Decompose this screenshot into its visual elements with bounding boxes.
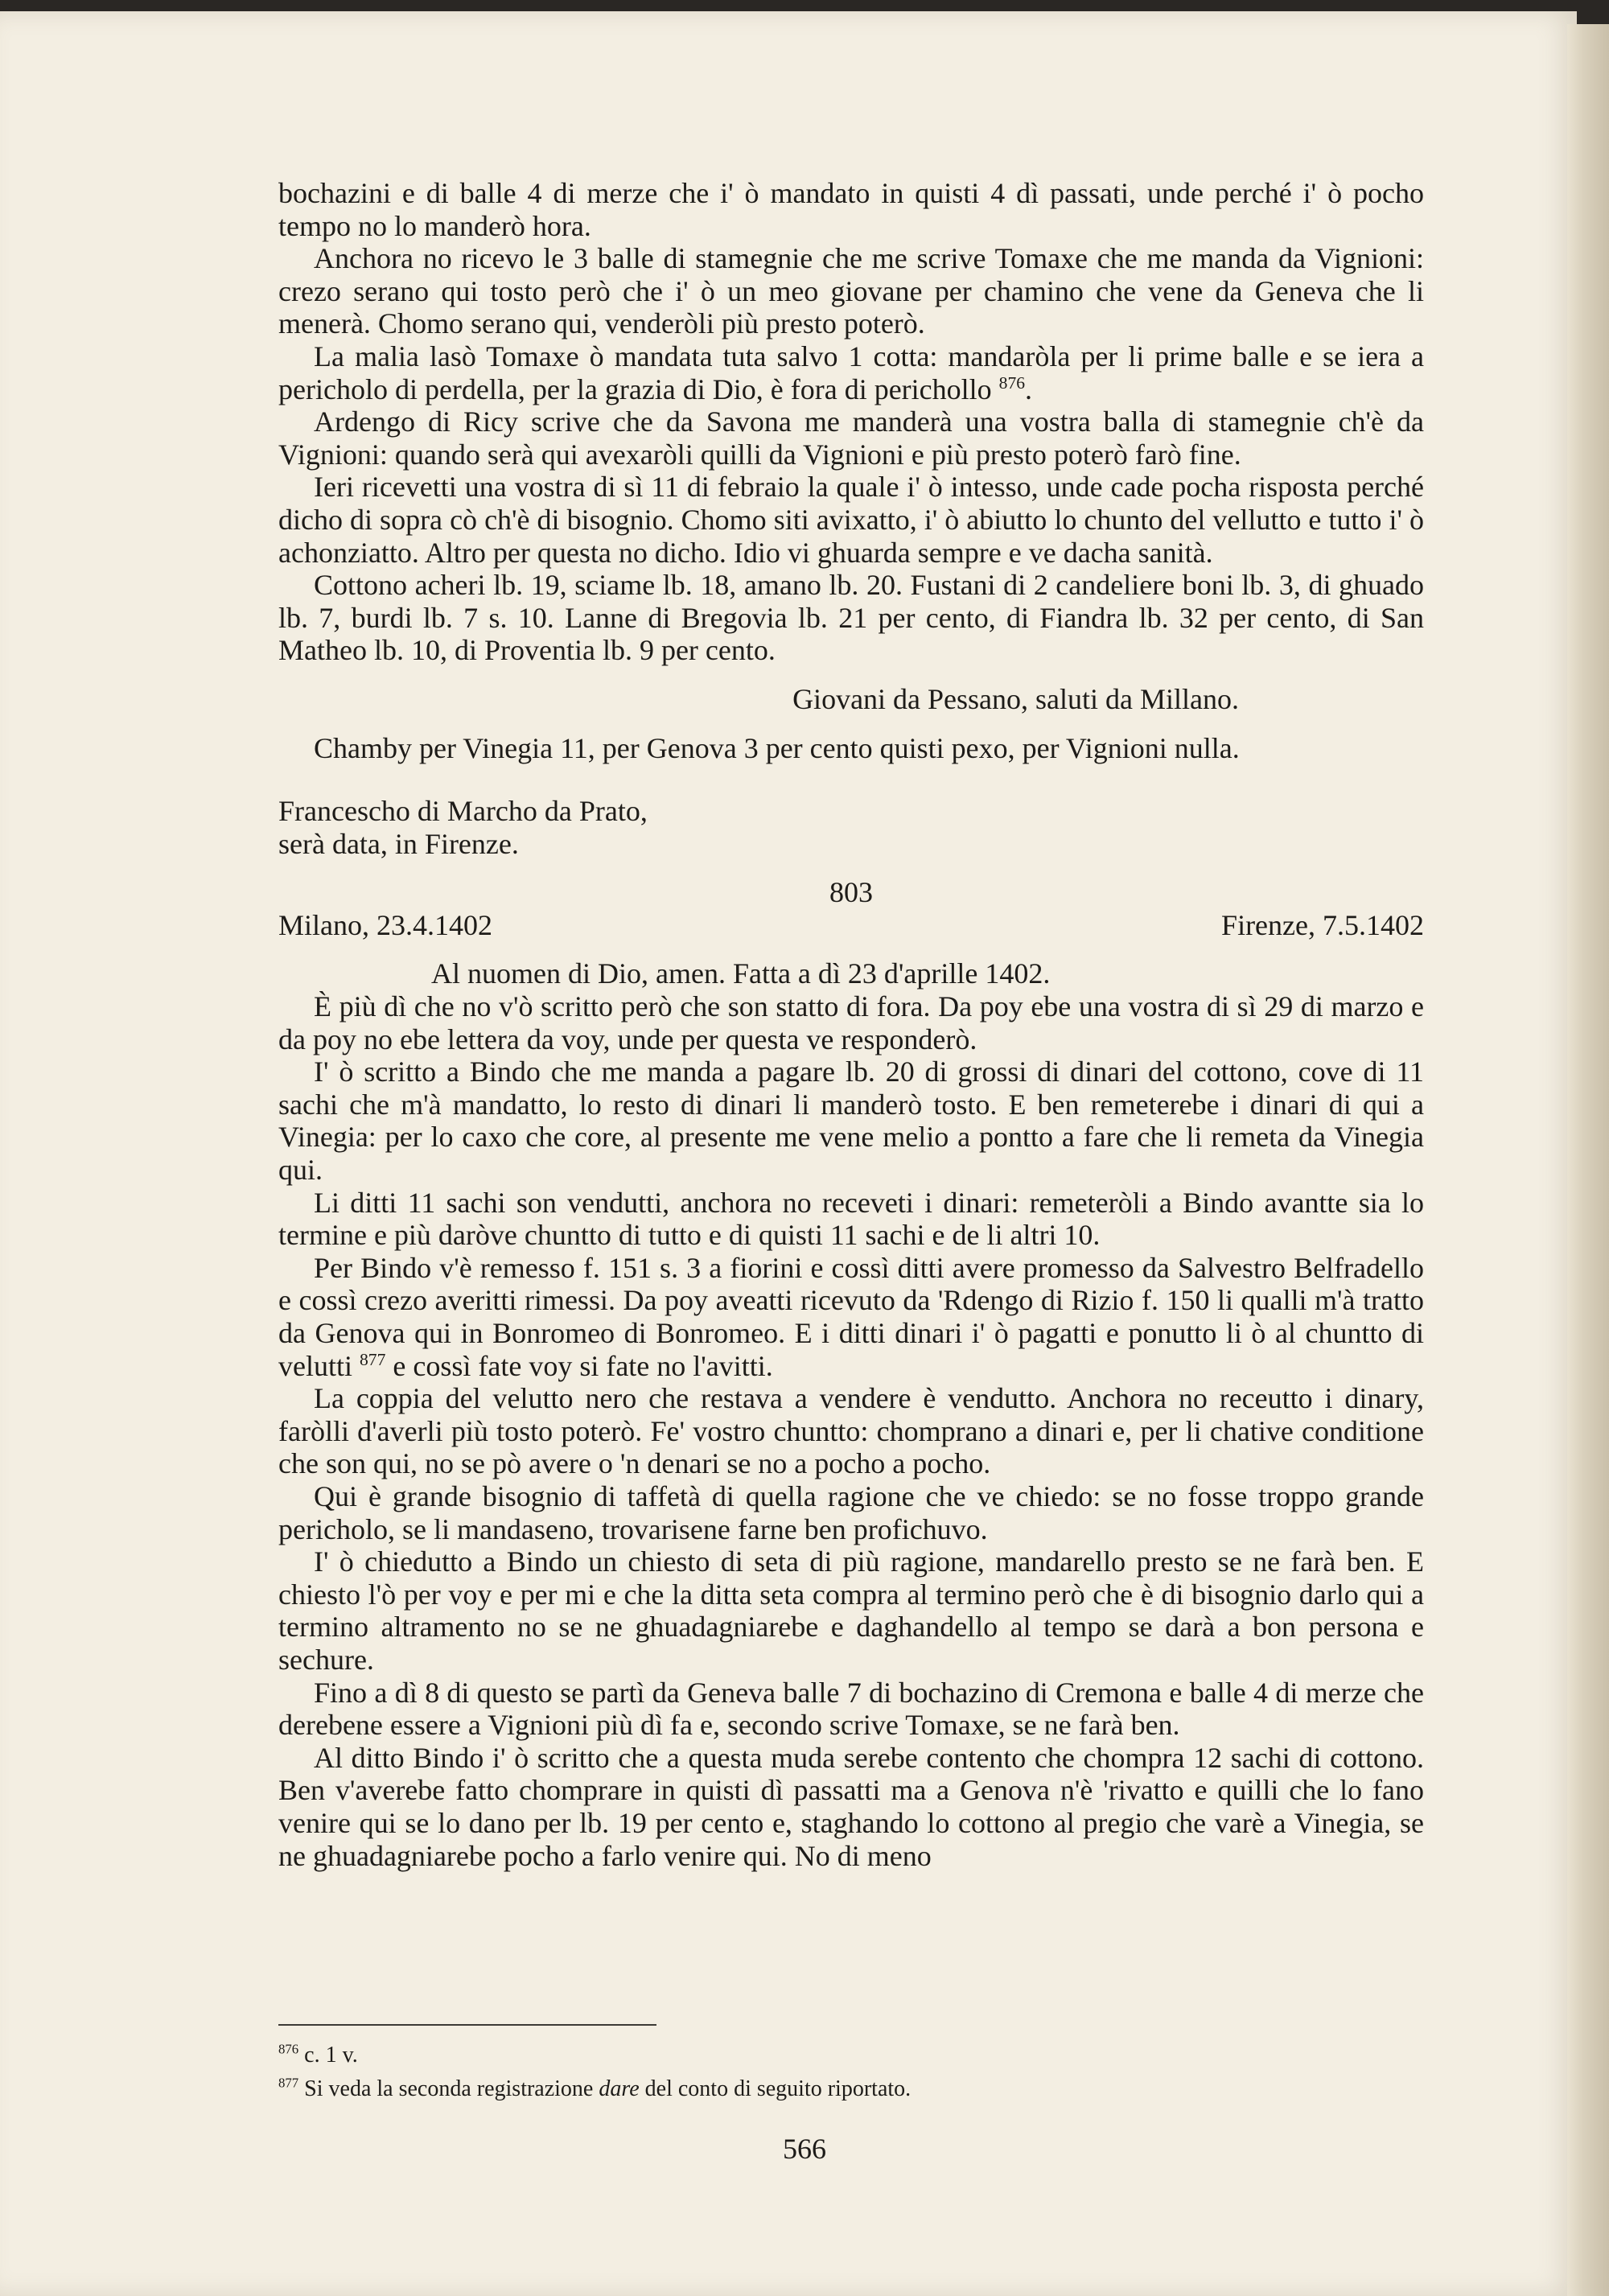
paragraph: La coppia del velutto nero che restava a vendere è vendutto. Anchora no receutto i dinary, faròlli d'averli più tosto poterò. Fe' vostro chuntto: chomprano a dinari e, per li chative conditione che son qui, no se pò avere o 'n denari se no a pocho a pocho. [278,1382,1424,1480]
paragraph: Li ditti 11 sachi son vendutti, anchora no receveti i dinari: remeteròli a Bindo avantte sia lo termine e più daròve chuntto di tutto e di quisti 11 sachi e de li altri 10. [278,1186,1424,1252]
letter-heading: Al nuomen di Dio, amen. Fatta a dì 23 d'aprille 1402. [431,957,1051,990]
address: Francescho di Marcho da Prato, [278,795,648,828]
paragraph: È più dì che no v'ò scritto però che son statto di fora. Da poy ebe una vostra di sì 29 di marzo e da poy no ebe lettera da voy, unde per questa ve responderò. [278,990,1424,1055]
main-text [278,177,1424,1872]
exchange-note: Chamby per Vinegia 11, per Genova 3 per cento quisti pexo, per Vignioni nulla. [314,731,1240,764]
paragraph: Ardengo di Ricy scrive che da Savona me manderà una vostra balla di stamegnie ch'è da Vignioni: quando serà qui avexaròli quilli da Vignioni e più presto poterò farò fine. [278,405,1424,471]
footnote-rule [278,2024,656,2026]
paragraph: Cottono acheri lb. 19, sciame lb. 18, amano lb. 20. Fustani di 2 candeliere boni lb. 3, di ghuado lb. 7, burdi lb. 7 s. 10. Lanne di Bregovia lb. 21 per cento, di Fiandra lb. 32 per cento, di San Matheo lb. 10, di Proventia lb. 9 per cento. [278,569,1424,667]
paragraph: Per Bindo v'è remesso f. 151 s. 3 a fiorini e cossì ditti avere promesso da Salvestro Belfradello e cossì crezo averitti rimessi. Da poy aveatti ricevuto da 'Rdengo di Rizio f. 150 li qualli m'à tratto da Genova qui in Bonromeo di Bonromeo. E i ditti dinari i' ò pagatti e ponutto li ò al chuntto di velutti $^{877}$ e cossì fate voy si fate no l'avitti. [278,1251,1424,1382]
page-number: 566 [783,2133,826,2165]
paragraph: La malia lasò Tomaxe ò mandata tuta salvo 1 cotta: mandaròla per li prime balle e se iera a pericholo di perdella, per la grazia di Dio, è fora di perichollo $^{876}$. [278,339,1424,405]
paragraph: Qui è grande bisognio di taffetà di quella ragione che ve chiedo: se no fosse troppo grande pericholo, se li mandaseno, trovarisene farne ben profichuvo. [278,1479,1424,1545]
paragraph: Fino a dì 8 di questo se partì da Geneva balle 7 di bochazino di Cremona e balle 4 di merze che derebene essere a Vignioni più dì fa e, secondo scrive Tomaxe, se ne farà ben. [278,1676,1424,1742]
footnote-ref: 876 [998,372,1026,393]
paragraph: Ieri ricevetti una vostra di sì 11 di febraio la quale i' ò intesso, unde cade pocha risposta perché dicho di sopra cò ch'è di bisognio. Chomo siti avixatto, i' ò abiutto lo chunto del vellutto e tutto i' ò achonziatto. Altro per questa no dicho. Idio vi ghuarda sempre e ve dacha sanità. [278,471,1424,569]
paragraph: Al ditto Bindo i' ò scritto che a questa muda serebe contento che chompra 12 sachi di cottono. Ben v'averebe fatto chomprare in quisti dì passatti ma a Genova n'è 'rivatto e quilli che lo fano venire qui se lo dano per lb. 19 per cento e, staghando lo cottono al pregio che varè a Vinegia, se ne ghuadagniarebe pocho a farlo venire qui. No di meno [278,1741,1424,1872]
place-date-row [278,909,1424,942]
footnote: $^{876}$ c. 1 v. [278,2041,358,2068]
footnote-ref: 877 [360,1349,386,1369]
paragraph: bochazini e di balle 4 di merze che i' ò mandato in quisti 4 dì passati, unde perché i' ò pocho tempo no lo manderò hora. [278,177,1424,242]
paragraph: Anchora no ricevo le 3 balle di stamegnie che me scrive Tomaxe che me manda da Vignioni: crezo serano qui tosto però che i' ò un meo giovane per chamino che vene da Geneva che li menerà. Chomo serano qui, venderòli più presto poterò. [278,242,1424,340]
letter-number: 803 [829,876,873,909]
paragraph: I' ò chiedutto a Bindo un chiesto di seta di più ragione, mandarello presto se ne farà ben. E chiesto l'ò per voy e per mi e che la ditta seta compra al termino però che è di bisognio darlo qui a termino altramento no se ne ghuadagniarebe e daghandello al tempo se darà a bon persona e sechure. [278,1545,1424,1676]
place-date-right: Firenze, 7.5.1402 [1221,908,1424,941]
place-date-left: Milano, 23.4.1402 [278,908,492,941]
paragraph: I' ò scritto a Bindo che me manda a pagare lb. 20 di grossi di dinari del cottono, cove di 11 sachi che m'à mandatto, lo resto di dinari li manderò tosto. E ben remeterebe i dinari di qui a Vinegia: per lo caxo che core, al presente me vene melio a pontto a fare che li remeta da Vinegia qui. [278,1055,1424,1187]
footnote: $^{877}$ Si veda la seconda registrazione dare del conto di seguito riportato. [278,2075,911,2101]
signature: Giovani da Pessano, saluti da Millano. [792,682,1239,715]
footnotes [278,2024,1424,2106]
address: serà data, in Firenze. [278,827,519,860]
page-edge [1567,24,1609,2296]
